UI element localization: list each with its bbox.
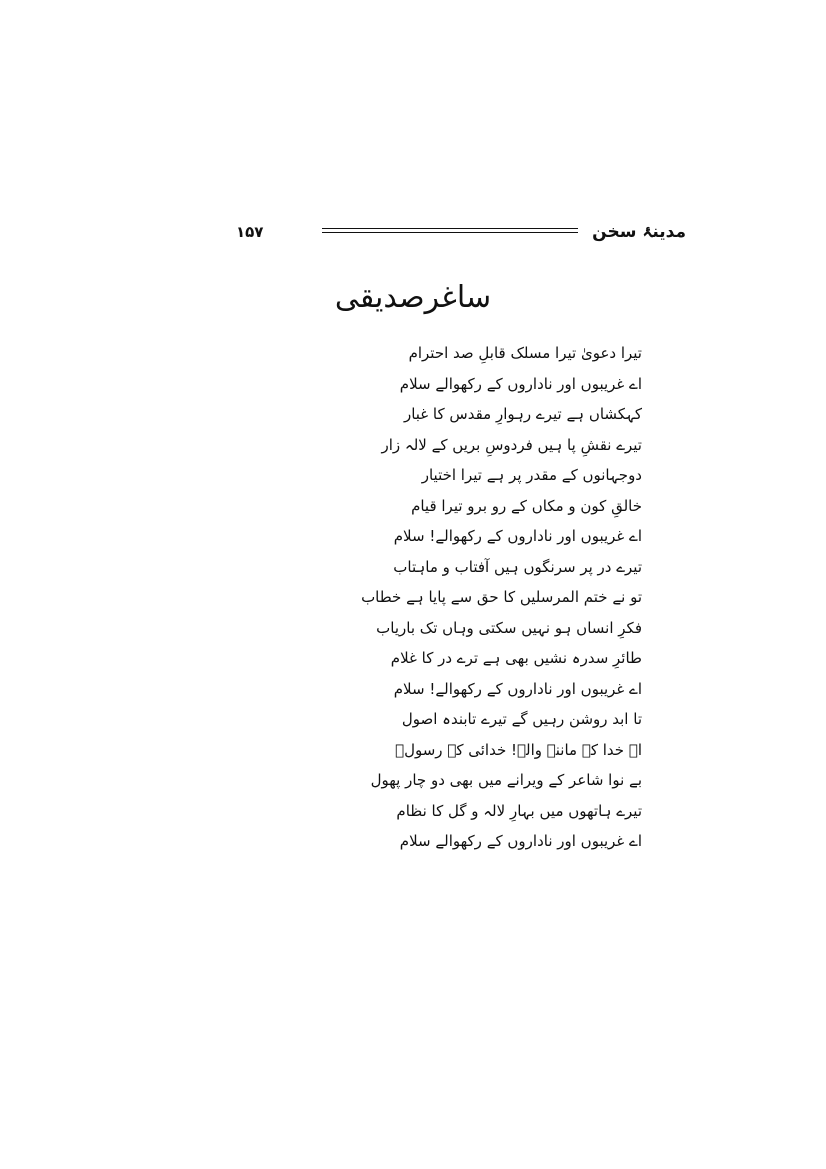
poet-name-heading: ساغرصدیقی [334, 280, 492, 315]
poem-line: کہکشاں ہے تیرے رہوارِ مقدس کا غبار [403, 405, 642, 423]
poem-line: اے غریبوں اور ناداروں کے رکھوالے! سلام [393, 679, 642, 698]
poem-line: اے غریبوں اور ناداروں کے رکھوالے سلام [399, 832, 642, 850]
poem-line: تا ابد روشن رہیں گے تیرے تابندہ اصول [401, 710, 642, 728]
poem-line: تیرے ہاتھوں میں بہارِ لالہ و گل کا نظام [396, 801, 642, 820]
poem-line: اے غریبوں اور ناداروں کے رکھوالے! سلام [393, 527, 642, 545]
page-number: ۱۵۷ [236, 223, 264, 241]
poem-line: اے غریبوں اور ناداروں کے رکھوالے سلام [399, 374, 642, 393]
poem-line: تیرا دعویٰ تیرا مسلک قابلِ صد احترام [408, 344, 642, 362]
poem-line: دوجہانوں کے مقدر پر ہے تیرا اختیار [421, 466, 642, 484]
poem-line: تیرے نقشِ پا ہیں فردوسِ بریں کے لالہ زار [381, 435, 642, 454]
header-double-rule [322, 228, 578, 233]
poem-line: بے نوا شاعر کے ویرانے میں بھی دو چار پھول [370, 771, 642, 789]
poem-text [222, 342, 642, 861]
poem-line: تو نے ختم المرسلیں کا حق سے پایا ہے خطاب [361, 588, 642, 606]
running-header-book-title: مدینۂ سخن [592, 222, 686, 242]
poem-line: فکرِ انساں ہو نہیں سکتی وہاں تک باریاب [376, 618, 642, 637]
poem-line: طائرِ سدرہ نشیں بھی ہے ترے در کا غلام [390, 649, 642, 667]
poem-line: خالقِ کون و مکاں کے رو برو تیرا قیام [411, 496, 642, 515]
poem-line: اے خدا کے ماننے والے! خدائی کے رسولؐ [395, 740, 642, 759]
poem-line: تیرے در پر سرنگوں ہیں آفتاب و ماہتاب [393, 557, 642, 576]
